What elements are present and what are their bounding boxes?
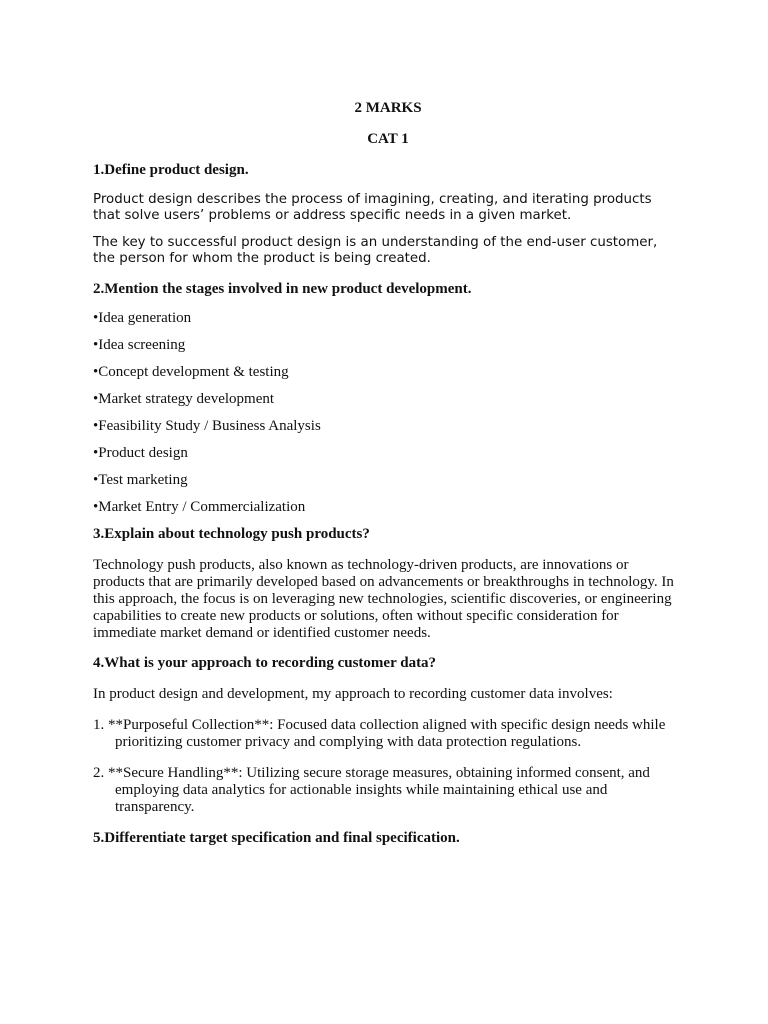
answer-3-paragraph: Technology push products, also known as technology-driven products, are innovations or products that are primarily developed based on advancements or breakthroughs in technology. In this approach, the focus is on leveraging new technologies, scientific discoveries, or engineering capabilities to create new products or solutions, often without specific consideration for immediate market demand or identified customer needs.: [93, 557, 674, 641]
stages-list: [93, 310, 683, 516]
list-item: •Feasibility Study / Business Analysis: [93, 418, 321, 434]
list-item: •Test marketing: [93, 472, 188, 488]
question-5: 5.Differentiate target specification and final specification.: [93, 830, 460, 846]
approach-list: [93, 717, 683, 816]
list-item: •Idea generation: [93, 310, 192, 326]
answer-1-paragraph-1: Product design describes the process of imagining, creating, and iterating products that solve users’ problems or address specific needs in a given market.: [93, 192, 652, 223]
list-item: •Product design: [93, 445, 188, 461]
answer-1-paragraph-2: The key to successful product design is an understanding of the end-user customer, the person for whom the product is being created.: [93, 235, 658, 266]
question-1: 1.Define product design.: [93, 162, 249, 178]
heading-marks: 2 MARKS: [354, 100, 422, 116]
question-2: 2.Mention the stages involved in new product development.: [93, 281, 472, 297]
list-item: 1. **Purposeful Collection**: Focused data collection aligned with specific design needs while prioritizing customer privacy and complying with data protection regulations.: [93, 717, 666, 750]
list-item: •Concept development & testing: [93, 364, 289, 380]
list-item: •Market strategy development: [93, 391, 275, 407]
list-item: •Idea screening: [93, 337, 186, 353]
heading-cat: CAT 1: [367, 131, 409, 147]
list-item: •Market Entry / Commercialization: [93, 499, 306, 515]
question-3: 3.Explain about technology push products?: [93, 526, 370, 542]
answer-4-intro: In product design and development, my approach to recording customer data involves:: [93, 686, 613, 702]
document-page: [93, 100, 683, 847]
question-4: 4.What is your approach to recording customer data?: [93, 655, 437, 671]
list-item: 2. **Secure Handling**: Utilizing secure storage measures, obtaining informed consent, and employing data analytics for actionable insights while maintaining ethical use and transparency.: [93, 765, 650, 815]
